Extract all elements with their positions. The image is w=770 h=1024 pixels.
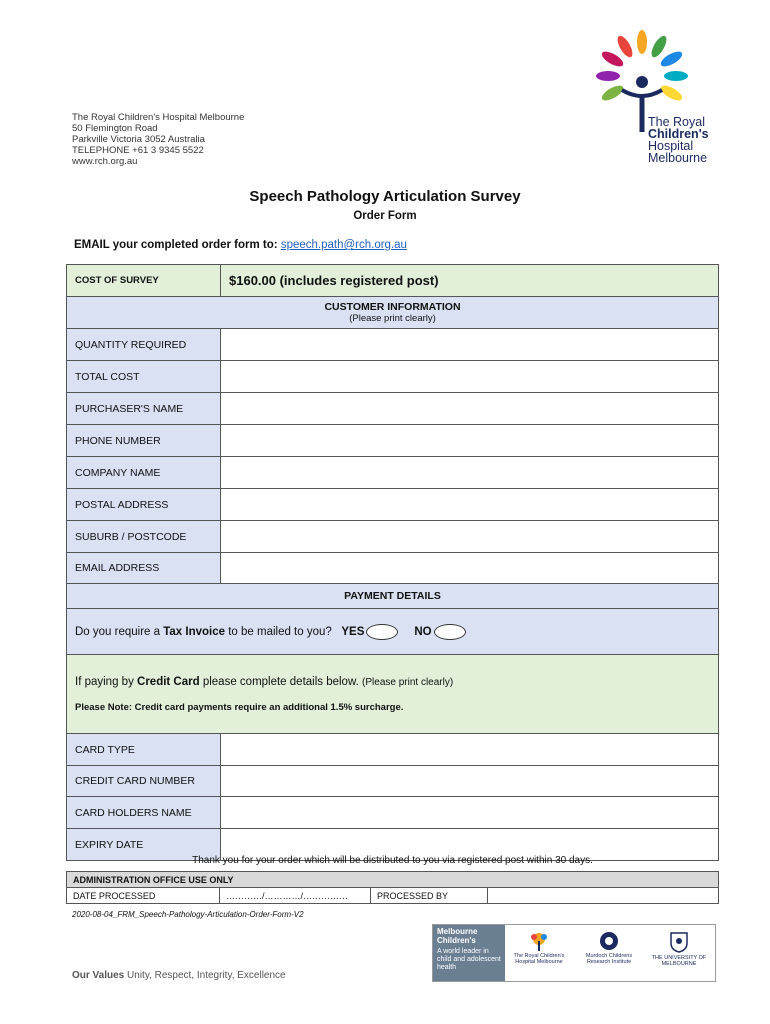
admin-heading: ADMINISTRATION OFFICE USE ONLY	[67, 872, 719, 888]
mc-title: Melbourne Children's	[437, 927, 478, 945]
field-label: CARD HOLDERS NAME	[67, 797, 221, 829]
payment-heading: PAYMENT DETAILS	[67, 584, 719, 609]
cc-bold: Credit Card	[137, 675, 200, 688]
footer-logo-label: Murdoch Childrens Research Institute	[585, 953, 633, 965]
rch-logo-text	[648, 116, 709, 164]
our-values	[72, 970, 286, 981]
quantity-input[interactable]	[221, 329, 719, 361]
unimelb-crest-icon	[668, 931, 690, 953]
no-label: NO	[414, 625, 432, 638]
field-label: CARD TYPE	[67, 734, 221, 766]
logo-line: Melbourne	[648, 151, 708, 165]
cost-label: COST OF SURVEY	[67, 265, 221, 297]
field-label: COMPANY NAME	[67, 457, 221, 489]
cc-post: please complete details below.	[199, 675, 359, 688]
address-line: www.rch.org.au	[72, 156, 138, 167]
email-link[interactable]: speech.path@rch.org.au	[280, 239, 407, 251]
total-cost-input[interactable]	[221, 361, 719, 393]
mcri-logo-icon	[579, 931, 639, 975]
phone-input[interactable]	[221, 425, 719, 457]
field-label: EMAIL ADDRESS	[67, 553, 221, 584]
values-text: Unity, Respect, Integrity, Excellence	[127, 970, 286, 981]
address-line: The Royal Children's Hospital Melbourne	[72, 112, 245, 123]
date-processed-input[interactable]: …………/…………/……………	[220, 888, 371, 904]
field-label: PHONE NUMBER	[67, 425, 221, 457]
mc-text: A world leader in child and adolescent health	[437, 948, 501, 971]
rch-small-logo-icon	[509, 931, 569, 975]
tax-question-bold: Tax Invoice	[163, 625, 226, 638]
values-label: Our Values	[72, 970, 125, 981]
company-input[interactable]	[221, 457, 719, 489]
card-holder-input[interactable]	[221, 797, 719, 829]
rch-small-flower-icon	[527, 931, 551, 951]
field-label: PURCHASER'S NAME	[67, 393, 221, 425]
field-label: TOTAL COST	[67, 361, 221, 393]
order-form-table	[66, 264, 719, 861]
logo-line: Hospital	[648, 139, 694, 153]
tax-invoice-row	[67, 609, 719, 655]
page-title: Speech Pathology Articulation Survey	[249, 188, 521, 205]
field-label: QUANTITY REQUIRED	[67, 329, 221, 361]
footer-logo-label: THE UNIVERSITY OF MELBOURNE	[651, 955, 707, 967]
unimelb-logo-icon	[649, 931, 709, 975]
surcharge-note: Please Note: Credit card payments require an additional 1.5% surcharge.	[75, 701, 404, 713]
cc-small: (Please print clearly)	[362, 676, 454, 688]
melbourne-childrens-logo	[433, 925, 505, 981]
customer-info-heading: CUSTOMER INFORMATION	[324, 301, 461, 313]
address-line: TELEPHONE +61 3 9345 5522	[72, 145, 204, 156]
hospital-address	[72, 112, 244, 167]
logo-line: The Royal	[648, 115, 705, 129]
credit-card-info	[67, 655, 719, 734]
field-label: CREDIT CARD NUMBER	[67, 766, 221, 797]
footer-logo-label: The Royal Children's Hospital Melbourne	[513, 953, 565, 965]
card-type-input[interactable]	[221, 734, 719, 766]
customer-info-subheading: (Please print clearly)	[349, 313, 436, 324]
cost-value: $160.00 (includes registered post)	[221, 265, 719, 297]
thank-you-note: Thank you for your order which will be distributed to you via registered post within 30 days.	[192, 855, 593, 866]
cc-pre: If paying by	[75, 675, 138, 688]
yes-option[interactable]	[366, 624, 398, 640]
field-label: POSTAL ADDRESS	[67, 489, 221, 521]
yes-label: YES	[341, 625, 365, 638]
processed-by-label: PROCESSED BY	[371, 888, 488, 904]
logo-line: Children's	[648, 127, 709, 141]
tax-question-pre: Do you require a	[75, 625, 164, 638]
field-label: SUBURB / POSTCODE	[67, 521, 221, 553]
purchaser-name-input[interactable]	[221, 393, 719, 425]
tax-question-post: to be mailed to you?	[225, 625, 332, 638]
processed-by-input[interactable]	[488, 888, 719, 904]
email-input[interactable]	[221, 553, 719, 584]
no-option[interactable]	[434, 624, 466, 640]
date-processed-label: DATE PROCESSED	[67, 888, 220, 904]
email-instruction	[74, 239, 407, 251]
suburb-postcode-input[interactable]	[221, 521, 719, 553]
admin-table	[66, 871, 719, 904]
customer-info-header	[67, 297, 719, 329]
document-reference: 2020-08-04_FRM_Speech-Pathology-Articulation-Order-Form-V2	[72, 910, 304, 919]
card-number-input[interactable]	[221, 766, 719, 797]
field-label: EXPIRY DATE	[67, 829, 221, 861]
address-line: Parkville Victoria 3052 Australia	[72, 134, 205, 145]
mcri-mark-icon	[599, 931, 619, 951]
page-subtitle: Order Form	[353, 210, 417, 222]
email-prompt: EMAIL your completed order form to:	[74, 239, 281, 251]
address-line: 50 Flemington Road	[72, 123, 158, 134]
partner-logos	[432, 924, 716, 982]
postal-address-input[interactable]	[221, 489, 719, 521]
